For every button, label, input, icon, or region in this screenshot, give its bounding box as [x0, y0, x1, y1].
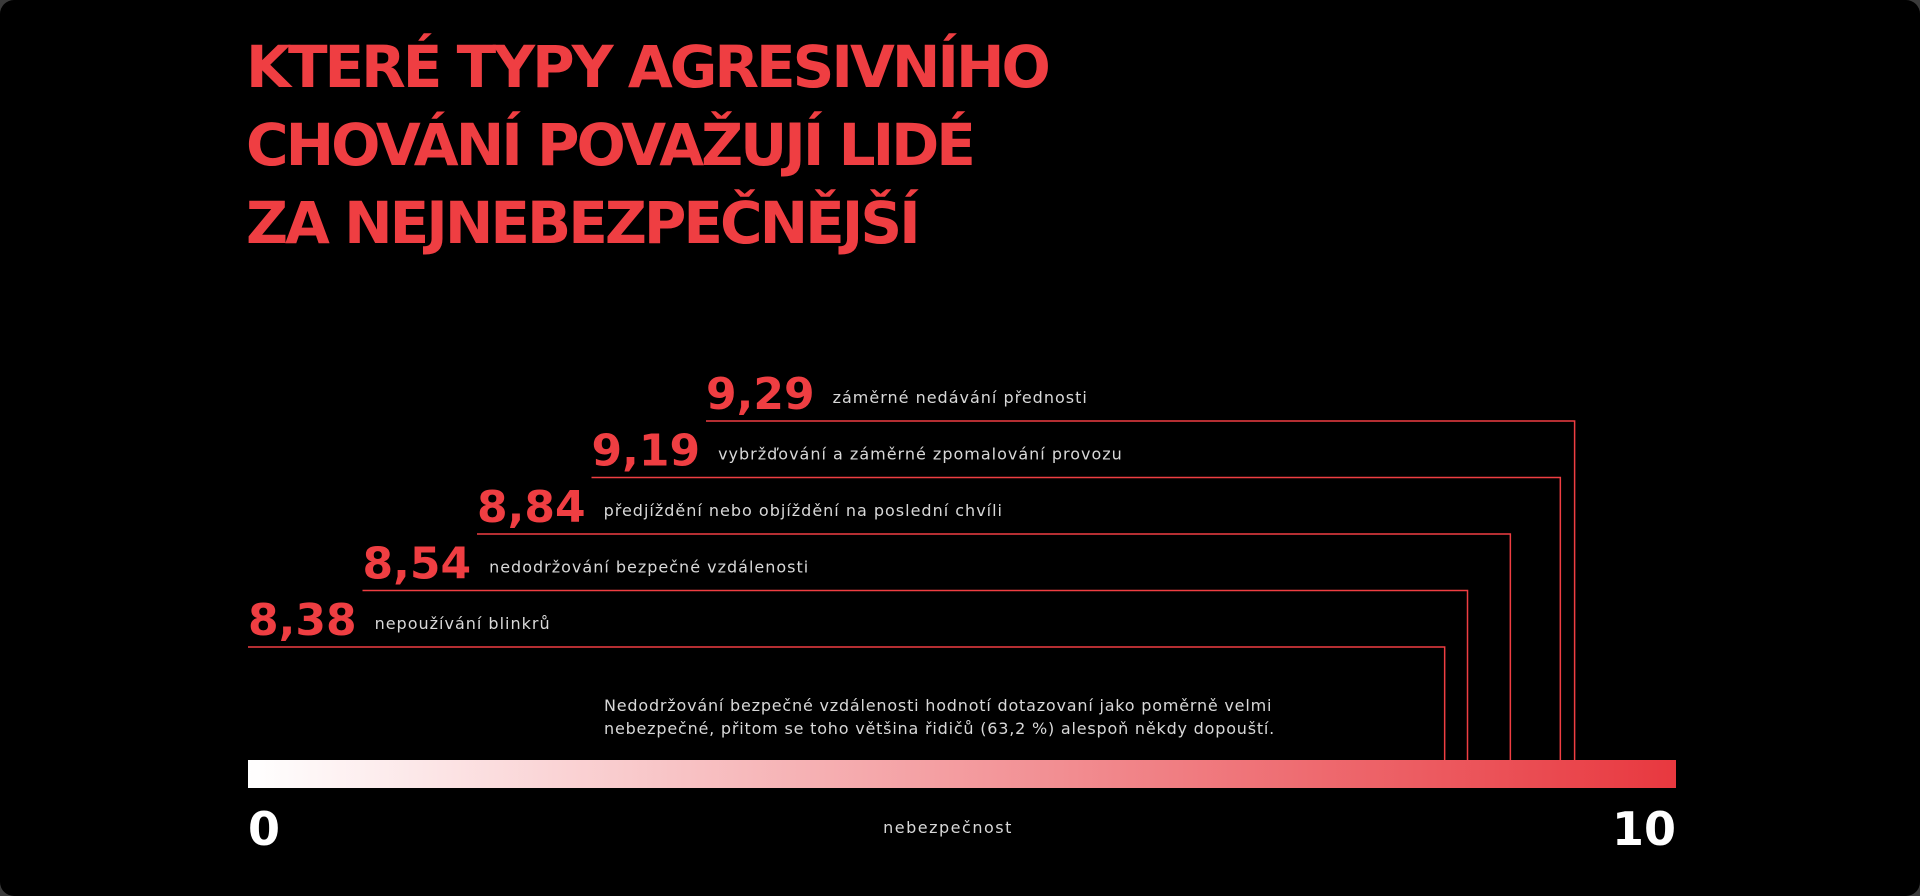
- bar-value-label: 8,38: [248, 595, 357, 646]
- bar-category-label: nepoužívání blinkrů: [374, 614, 551, 633]
- bar-value-label: 8,54: [362, 538, 472, 590]
- title-line-2: CHOVÁNÍ POVAŽUJÍ LIDÉ: [246, 111, 973, 179]
- chart-note: Nedodržování bezpečné vzdálenosti hodnotí dotazovaní jako poměrně velmi nebezpečné, přitom se toho většina řidičů (63,2 %) alespoň někdy dopouští.: [604, 696, 1276, 738]
- bar-value-label: 8,84: [477, 482, 586, 533]
- axis-tick-max: 10: [1611, 802, 1676, 856]
- bar-category-label: nedodržování bezpečné vzdálenosti: [489, 557, 810, 577]
- axis-tick-min: 0: [248, 802, 281, 856]
- title-line-1: KTERÉ TYPY AGRESIVNÍHO: [246, 33, 1048, 101]
- bar-value-label: 9,19: [591, 425, 701, 477]
- bar-value-label: 9,29: [706, 369, 815, 420]
- bar-category-label: vybržďování a záměrné zpomalování provozu: [718, 444, 1123, 464]
- axis-label: nebezpečnost: [883, 818, 1013, 837]
- bar-category-label: záměrné nedávání přednosti: [832, 388, 1088, 407]
- title-line-3: ZA NEJNEBEZPEČNĚJŠÍ: [246, 189, 918, 257]
- danger-scale-bar: [248, 760, 1676, 788]
- bar-category-label: předjíždění nebo objíždění na poslední chvíli: [603, 501, 1003, 520]
